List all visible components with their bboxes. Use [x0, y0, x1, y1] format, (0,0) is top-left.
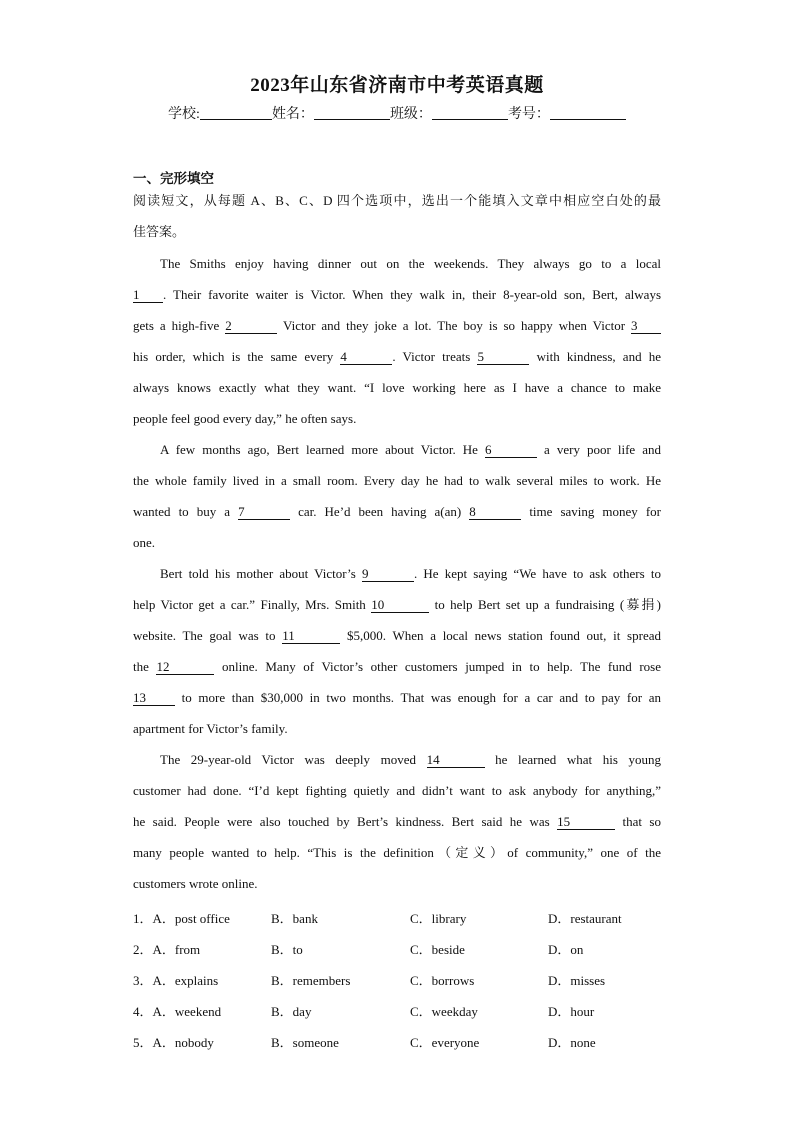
option-b[interactable]: B．day	[271, 1004, 312, 1019]
blank-8: 8	[469, 505, 521, 520]
option-b[interactable]: B．to	[271, 942, 303, 957]
passage-line: gets a high-five 2 Victor and they joke a lot. The boy is so happy when Victor 3	[133, 310, 661, 341]
exam-number-label: 考号：	[507, 107, 550, 122]
instructions	[133, 185, 661, 247]
options-list	[133, 903, 673, 1058]
passage-line: the whole family lived in a small room. Every day he had to walk several miles to work. He	[133, 473, 661, 488]
instructions-line: 佳答案。	[133, 224, 186, 239]
option-d[interactable]: D．none	[548, 1035, 596, 1050]
blank-11: 11	[282, 629, 340, 644]
option-row	[133, 996, 673, 1027]
school-label: 学校:	[168, 107, 200, 122]
passage-line: people feel good every day,” he often says.	[133, 411, 357, 426]
option-row	[133, 903, 673, 934]
passage-line: The Smiths enjoy having dinner out on the weekends. They always go to a local	[160, 256, 661, 271]
blank-9: 9	[362, 567, 414, 582]
blank-3: 3	[631, 319, 661, 334]
passage-line: 1 . Their favorite waiter is Victor. When they walk in, their 8-year-old son, Bert, always	[133, 287, 661, 302]
blank-14: 14	[427, 753, 485, 768]
class-blank[interactable]	[432, 105, 508, 120]
option-b[interactable]: B．bank	[271, 911, 318, 926]
option-a[interactable]: 3．A．explains	[133, 973, 219, 988]
blank-4: 4	[340, 350, 392, 365]
option-row	[133, 934, 673, 965]
passage-line: help Victor get a car.” Finally, Mrs. Smith 10 to help Bert set up a fundraising (募捐)	[133, 597, 661, 612]
passage-line: customers wrote online.	[133, 876, 258, 891]
passage-line: A few months ago, Bert learned more about Victor. He 6 a very poor life and	[160, 442, 661, 457]
blank-12: 12	[156, 660, 214, 675]
passage-line: his order, which is the same every 4 . Victor treats 5 with kindness, and he	[133, 349, 661, 364]
option-d[interactable]: D．hour	[548, 1004, 595, 1019]
passage-line: Bert told his mother about Victor’s 9 . He kept saying “We have to ask others to	[160, 566, 661, 581]
passage	[133, 248, 661, 899]
option-c[interactable]: C．everyone	[410, 1035, 480, 1050]
blank-2: 2	[225, 319, 277, 334]
option-c[interactable]: C．beside	[410, 942, 465, 957]
passage-line: one.	[133, 535, 156, 550]
blank-5: 5	[477, 350, 529, 365]
option-c[interactable]: C．borrows	[410, 973, 475, 988]
option-c[interactable]: C．library	[410, 911, 467, 926]
passage-line: always knows exactly what they want. “I love working here as I have a chance to make	[133, 380, 661, 395]
option-c[interactable]: C．weekday	[410, 1004, 478, 1019]
option-row	[133, 1027, 673, 1058]
passage-line: website. The goal was to 11 $5,000. When a local news station found out, it spread	[133, 628, 661, 643]
blank-13: 13	[133, 691, 175, 706]
passage-line: 13 to more than $30,000 in two months. That was enough for a car and to pay for an	[133, 690, 661, 705]
instructions-line: 阅读短文，从每题 A、B、C、D 四个选项中，选出一个能填入文章中相应空白处的最	[133, 193, 661, 208]
option-d[interactable]: D．misses	[548, 973, 606, 988]
option-b[interactable]: B．someone	[271, 1035, 339, 1050]
blank-15: 15	[557, 815, 615, 830]
option-b[interactable]: B．remembers	[271, 973, 351, 988]
passage-line: apartment for Victor’s family.	[133, 721, 288, 736]
option-a[interactable]: 4．A．weekend	[133, 1004, 222, 1019]
name-label: 姓名：	[271, 107, 314, 122]
passage-line: wanted to buy a 7 car. He’d been having a(an) 8 time saving money for	[133, 504, 662, 519]
option-d[interactable]: D．restaurant	[548, 911, 622, 926]
option-row	[133, 965, 673, 996]
passage-line: The 29-year-old Victor was deeply moved 14 he learned what his young	[160, 752, 661, 767]
class-label: 班级：	[389, 107, 432, 122]
blank-1: 1	[133, 288, 163, 303]
exam-number-blank[interactable]	[550, 105, 626, 120]
passage-line: many people wanted to help. “This is the definition（定义）of community,” one of the	[133, 845, 661, 860]
passage-line: he said. People were also touched by Bert’s kindness. Bert said he was 15 that so	[133, 814, 661, 829]
passage-line: the 12 online. Many of Victor’s other customers jumped in to help. The fund rose	[133, 659, 661, 674]
option-a[interactable]: 1．A．post office	[133, 911, 230, 926]
page-title: 2023年山东省济南市中考英语真题	[250, 75, 544, 96]
blank-7: 7	[238, 505, 290, 520]
passage-line: customer had done. “I’d kept fighting quietly and didn’t want to ask anybody for anything,”	[133, 783, 661, 798]
student-info-line	[0, 103, 794, 123]
option-a[interactable]: 2．A．from	[133, 942, 201, 957]
option-a[interactable]: 5．A．nobody	[133, 1035, 214, 1050]
school-blank[interactable]	[200, 105, 272, 120]
blank-10: 10	[371, 598, 429, 613]
section-heading: 一、完形填空	[133, 171, 214, 186]
blank-6: 6	[485, 443, 537, 458]
name-blank[interactable]	[314, 105, 390, 120]
option-d[interactable]: D．on	[548, 942, 584, 957]
